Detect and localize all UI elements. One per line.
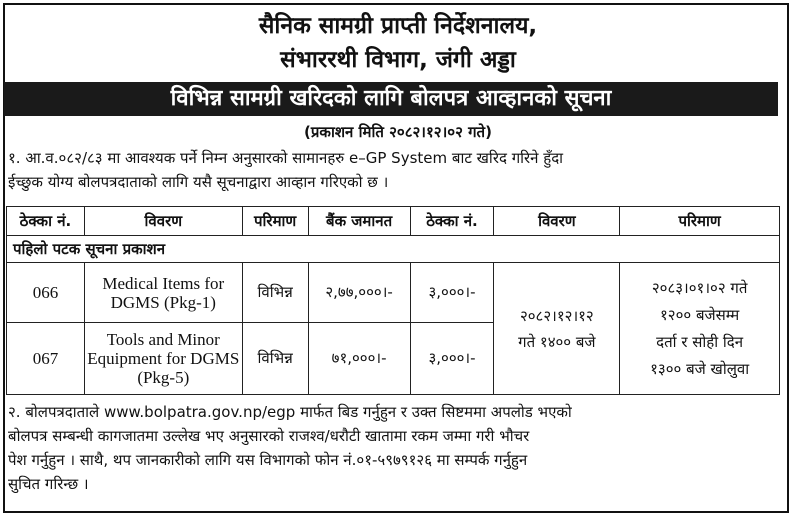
contract-no-cell: 067 [7, 323, 85, 395]
opening-line: १२०० बजेसम्म [659, 305, 740, 324]
opening-cell [620, 263, 780, 395]
paragraph-2-line: सुचित गरिन्छ । [8, 475, 89, 493]
section-label: पहिलो पटक सूचना प्रकाशन [7, 236, 780, 263]
fee-cell: ३,०००।- [410, 323, 494, 395]
col-header-quantity-2: परिमाण [620, 207, 780, 236]
col-header-description-2: विवरण [494, 207, 620, 236]
col-header-quantity: परिमाण [242, 207, 308, 236]
paragraph-2-line: पेश गर्नुहुन । साथै, थप जानकारीको लागि यस विभागको फोन नं.०१-५९७९१२६ मा सम्पर्क गर्नुहुन [8, 451, 528, 469]
bank-guarantee-cell: ७१,०००।- [308, 323, 410, 395]
paragraph-1 [8, 146, 778, 194]
opening-line: २०८३।०१।०२ गते [651, 278, 748, 297]
table-header-row [7, 207, 780, 236]
description-cell: Tools and Minor Equipment for DGMS (Pkg-5) [84, 323, 242, 395]
notice-title: विभिन्न सामग्री खरिदको लागि बोलपत्र आव्हानको सूचना [4, 82, 778, 116]
description-cell: Medical Items for DGMS (Pkg-1) [84, 263, 242, 323]
paragraph-1-line: ईच्छुक योग्य बोलपत्रदाताको लागि यसै सूचनाद्वारा आव्हान गरिएको छ । [8, 173, 389, 191]
fee-cell: ३,०००।- [410, 263, 494, 323]
submission-date-line: गते १४०० बजे [518, 332, 596, 351]
col-header-contract-no: ठेक्का नं. [7, 207, 85, 236]
org-name-line2: संभाररथी विभाग, जंगी अड्डा [280, 47, 516, 73]
paragraph-2-line: २. बोलपत्रदाताले www.bolpatra.gov.np/egp मार्फत बिड गर्नुहुन र उक्त सिष्टममा अपलोड भएको [8, 403, 572, 421]
quantity-cell: विभिन्न [242, 263, 308, 323]
section-row [7, 236, 780, 263]
tender-table [6, 206, 780, 395]
col-header-bank-guarantee: बैंक जमानत [308, 207, 410, 236]
paragraph-2-line: बोलपत्र सम्बन्धी कागजातमा उल्लेख भए अनुसारको राजश्व/धरौटी खातामा रकम जम्मा गरी भौचर [8, 427, 530, 445]
table-row [7, 263, 780, 323]
contract-no-cell: 066 [7, 263, 85, 323]
submission-date-line: २०८२।१२।१२ [519, 306, 594, 325]
paragraph-1-line: १. आ.व.०८२/८३ मा आवश्यक पर्ने निम्न अनुसारको सामानहरु e–GP System बाट खरिद गरिने हुँदा [8, 149, 564, 167]
paragraph-2 [8, 400, 778, 496]
publish-date: (प्रकाशन मिति २०८२।१२।०२ गते) [304, 123, 492, 141]
org-name-line1: सैनिक सामग्री प्राप्ती निर्देशनालय, [258, 13, 538, 39]
submission-date-cell [494, 263, 620, 395]
opening-line: दर्ता र सोही दिन [656, 332, 744, 351]
quantity-cell: विभिन्न [242, 323, 308, 395]
col-header-contract-no-2: ठेक्का नं. [410, 207, 494, 236]
bank-guarantee-cell: २,७७,०००।- [308, 263, 410, 323]
col-header-description: विवरण [84, 207, 242, 236]
opening-line: १३०० बजे खोलुवा [650, 359, 750, 378]
